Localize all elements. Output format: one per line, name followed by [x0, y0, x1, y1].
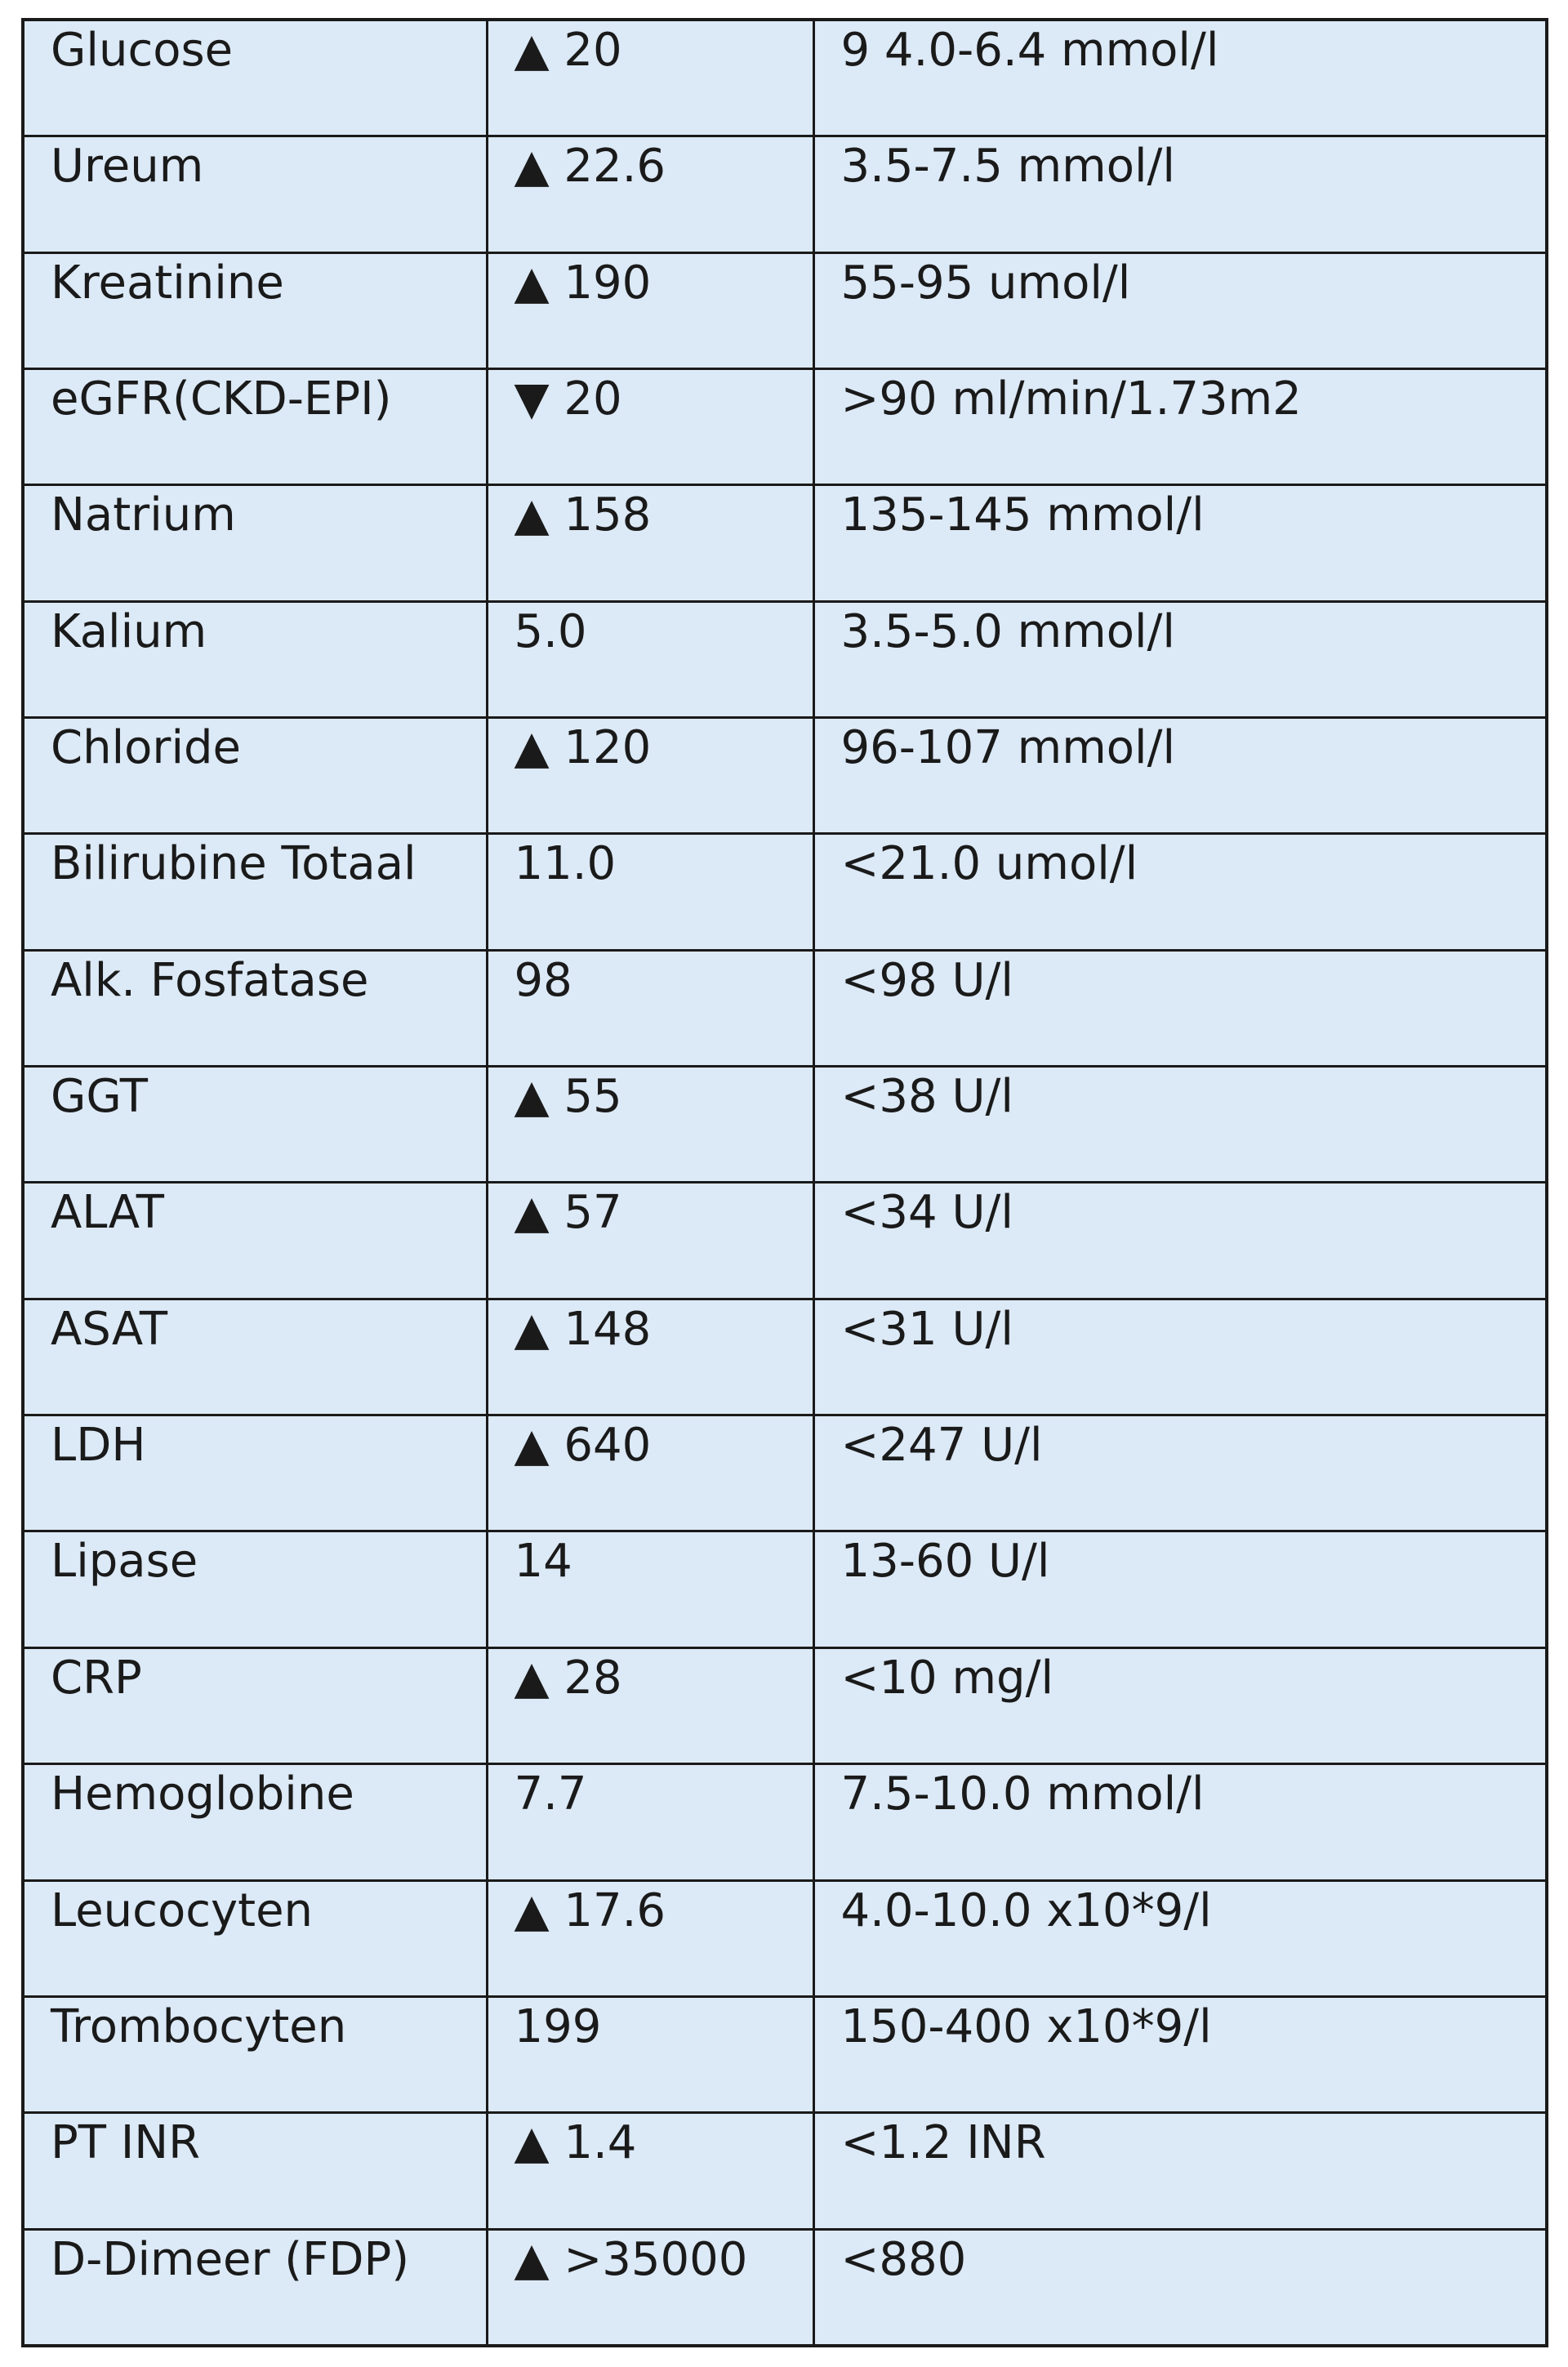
result-value: ▼ 20 — [514, 372, 622, 426]
test-name: Bilirubine Totaal — [51, 837, 416, 891]
test-name: Hemoglobine — [51, 1767, 354, 1821]
reference-range: <34 U/l — [840, 1186, 1013, 1240]
reference-range: <247 U/l — [840, 1419, 1043, 1473]
test-name: LDH — [51, 1419, 146, 1473]
test-name: ASAT — [51, 1302, 168, 1356]
test-name-cell — [23, 20, 487, 136]
reference-range-cell — [813, 1996, 1547, 2112]
result-value: 14 — [514, 1535, 572, 1589]
test-name: GGT — [51, 1070, 148, 1124]
test-name-cell — [23, 485, 487, 601]
result-value: ▲ 28 — [514, 1651, 622, 1705]
reference-range: 55-95 umol/l — [840, 256, 1131, 310]
test-name: Natrium — [51, 488, 236, 542]
test-name-cell — [23, 1067, 487, 1183]
test-name: Alk. Fosfatase — [51, 953, 369, 1007]
result-value-cell — [487, 1880, 813, 1996]
reference-range: 7.5-10.0 mmol/l — [840, 1767, 1205, 1821]
test-name-cell — [23, 1996, 487, 2112]
result-value-cell — [487, 136, 813, 252]
result-value: 199 — [514, 1999, 602, 2053]
table-row — [23, 1647, 1547, 1763]
lab-results-body — [23, 20, 1547, 2346]
test-name: Ureum — [51, 140, 204, 194]
reference-range-cell — [813, 1647, 1547, 1763]
test-name: ALAT — [51, 1186, 164, 1240]
test-name: Glucose — [51, 24, 234, 77]
lab-results-table — [21, 18, 1548, 2347]
table-row — [23, 136, 1547, 252]
result-value-cell — [487, 20, 813, 136]
result-value-cell — [487, 1183, 813, 1299]
table-row — [23, 2229, 1547, 2346]
reference-range: <31 U/l — [840, 1302, 1013, 1356]
test-name-cell — [23, 136, 487, 252]
test-name-cell — [23, 718, 487, 834]
result-value-cell — [487, 2113, 813, 2229]
test-name: CRP — [51, 1651, 142, 1705]
table-row — [23, 1996, 1547, 2112]
test-name-cell — [23, 950, 487, 1066]
result-value: 7.7 — [514, 1767, 587, 1821]
table-row — [23, 950, 1547, 1066]
reference-range-cell — [813, 1531, 1547, 1647]
reference-range: 135-145 mmol/l — [840, 488, 1205, 542]
reference-range-cell — [813, 718, 1547, 834]
result-value: ▲ 17.6 — [514, 1883, 666, 1937]
reference-range: 4.0-10.0 x10*9/l — [840, 1883, 1212, 1937]
table-row — [23, 20, 1547, 136]
result-value: ▲ 57 — [514, 1186, 622, 1240]
reference-range-cell — [813, 601, 1547, 717]
result-value-cell — [487, 950, 813, 1066]
test-name: Kreatinine — [51, 256, 284, 310]
table-row — [23, 1880, 1547, 1996]
test-name-cell — [23, 252, 487, 368]
result-value: ▲ 20 — [514, 24, 622, 77]
reference-range-cell — [813, 1880, 1547, 1996]
test-name-cell — [23, 1183, 487, 1299]
table-row — [23, 485, 1547, 601]
table-row — [23, 834, 1547, 950]
result-value-cell — [487, 369, 813, 485]
table-row — [23, 718, 1547, 834]
test-name: D-Dimeer (FDP) — [51, 2232, 410, 2286]
reference-range: <98 U/l — [840, 953, 1013, 1007]
reference-range: <880 — [840, 2232, 967, 2286]
test-name: Lipase — [51, 1535, 198, 1589]
test-name-cell — [23, 1415, 487, 1531]
result-value-cell — [487, 1067, 813, 1183]
reference-range-cell — [813, 950, 1547, 1066]
test-name-cell — [23, 2229, 487, 2346]
test-name: Chloride — [51, 721, 241, 775]
result-value-cell — [487, 1415, 813, 1531]
test-name-cell — [23, 1299, 487, 1415]
table-row — [23, 2113, 1547, 2229]
table-row — [23, 1531, 1547, 1647]
reference-range-cell — [813, 1764, 1547, 1880]
reference-range: >90 ml/min/1.73m2 — [840, 372, 1302, 426]
test-name: eGFR(CKD-EPI) — [51, 372, 392, 426]
test-name-cell — [23, 1764, 487, 1880]
test-name: Trombocyten — [51, 1999, 347, 2053]
result-value-cell — [487, 485, 813, 601]
result-value: ▲ 640 — [514, 1419, 652, 1473]
reference-range-cell — [813, 1183, 1547, 1299]
reference-range: 3.5-5.0 mmol/l — [840, 604, 1175, 658]
test-name-cell — [23, 2113, 487, 2229]
reference-range-cell — [813, 2113, 1547, 2229]
reference-range-cell — [813, 252, 1547, 368]
result-value: ▲ 190 — [514, 256, 652, 310]
reference-range-cell — [813, 20, 1547, 136]
table-row — [23, 1067, 1547, 1183]
reference-range: 9 4.0-6.4 mmol/l — [840, 24, 1219, 77]
reference-range-cell — [813, 1067, 1547, 1183]
table-row — [23, 1415, 1547, 1531]
reference-range-cell — [813, 1415, 1547, 1531]
reference-range-cell — [813, 1299, 1547, 1415]
reference-range: <38 U/l — [840, 1070, 1013, 1124]
result-value: ▲ >35000 — [514, 2232, 748, 2286]
reference-range-cell — [813, 369, 1547, 485]
result-value-cell — [487, 1764, 813, 1880]
test-name-cell — [23, 834, 487, 950]
table-row — [23, 252, 1547, 368]
reference-range: <10 mg/l — [840, 1651, 1054, 1705]
test-name-cell — [23, 601, 487, 717]
result-value: ▲ 1.4 — [514, 2116, 637, 2170]
reference-range-cell — [813, 136, 1547, 252]
table-row — [23, 601, 1547, 717]
reference-range: <21.0 umol/l — [840, 837, 1138, 891]
test-name: PT INR — [51, 2116, 201, 2170]
reference-range: 150-400 x10*9/l — [840, 1999, 1212, 2053]
result-value-cell — [487, 1531, 813, 1647]
result-value-cell — [487, 2229, 813, 2346]
test-name-cell — [23, 1647, 487, 1763]
result-value: ▲ 148 — [514, 1302, 652, 1356]
reference-range: <1.2 INR — [840, 2116, 1046, 2170]
test-name-cell — [23, 1880, 487, 1996]
table-row — [23, 1299, 1547, 1415]
table-row — [23, 1764, 1547, 1880]
table-row — [23, 1183, 1547, 1299]
reference-range-cell — [813, 485, 1547, 601]
reference-range: 3.5-7.5 mmol/l — [840, 140, 1175, 194]
result-value-cell — [487, 1996, 813, 2112]
reference-range-cell — [813, 834, 1547, 950]
result-value: 11.0 — [514, 837, 617, 891]
result-value-cell — [487, 252, 813, 368]
result-value: ▲ 22.6 — [514, 140, 666, 194]
result-value-cell — [487, 834, 813, 950]
test-name: Kalium — [51, 604, 207, 658]
reference-range: 96-107 mmol/l — [840, 721, 1175, 775]
result-value: ▲ 120 — [514, 721, 652, 775]
test-name-cell — [23, 1531, 487, 1647]
reference-range-cell — [813, 2229, 1547, 2346]
table-row — [23, 369, 1547, 485]
result-value-cell — [487, 1299, 813, 1415]
result-value: ▲ 55 — [514, 1070, 622, 1124]
result-value-cell — [487, 601, 813, 717]
reference-range: 13-60 U/l — [840, 1535, 1050, 1589]
test-name: Leucocyten — [51, 1883, 314, 1937]
result-value-cell — [487, 718, 813, 834]
result-value: 98 — [514, 953, 572, 1007]
result-value-cell — [487, 1647, 813, 1763]
test-name-cell — [23, 369, 487, 485]
result-value: ▲ 158 — [514, 488, 652, 542]
result-value: 5.0 — [514, 604, 587, 658]
